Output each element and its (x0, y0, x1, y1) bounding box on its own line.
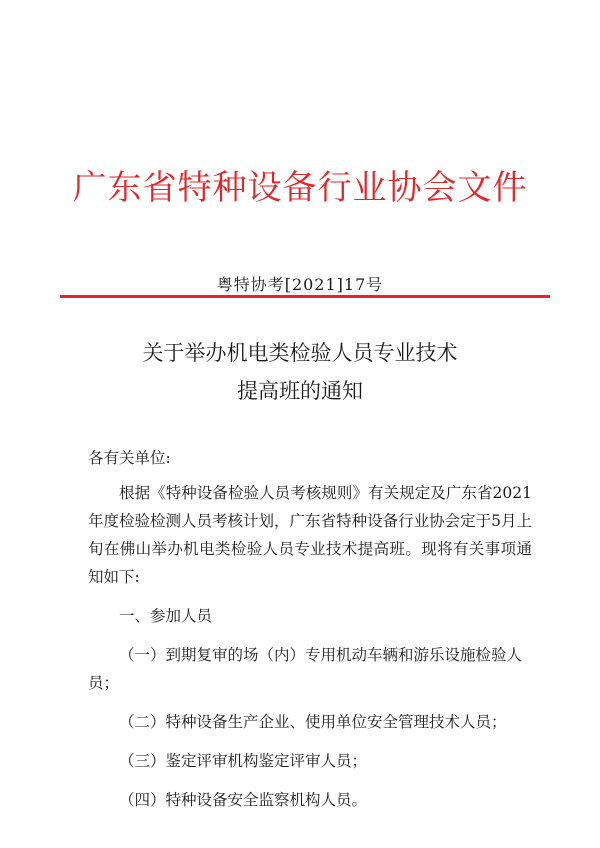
participant-item-3: （三）鉴定评审机构鉴定评审人员； (119, 752, 368, 770)
participant-item-4: （四）特种设备安全监察机构人员。 (119, 791, 368, 809)
red-divider-line (60, 295, 550, 298)
notice-title-line-2: 提高班的通知 (237, 379, 363, 403)
section-heading-participants: 一、参加人员 (119, 607, 213, 625)
notice-body (88, 444, 532, 814)
salutation: 各有关单位: (88, 449, 171, 467)
document-number: 粤特协考[2021]17号 (216, 275, 384, 294)
intro-paragraph: 根据《特种设备检验人员考核规则》有关规定及广东省2021年度检验检测人员考核计划，广东省特种设备行业协会定于5月上旬在佛山举办机电类检验人员专业技术提高班。现将有关事项通知如下: (88, 484, 532, 586)
org-document-title: 广东省特种设备行业协会文件 (72, 168, 528, 208)
participant-item-2: （二）特种设备生产企业、使用单位安全管理技术人员； (119, 713, 507, 731)
notice-title (0, 334, 600, 410)
participant-item-1: （一）到期复审的场（内）专用机动车辆和游乐设施检验人员； (88, 646, 523, 692)
notice-title-line-1: 关于举办机电类检验人员专业技术 (142, 341, 458, 365)
